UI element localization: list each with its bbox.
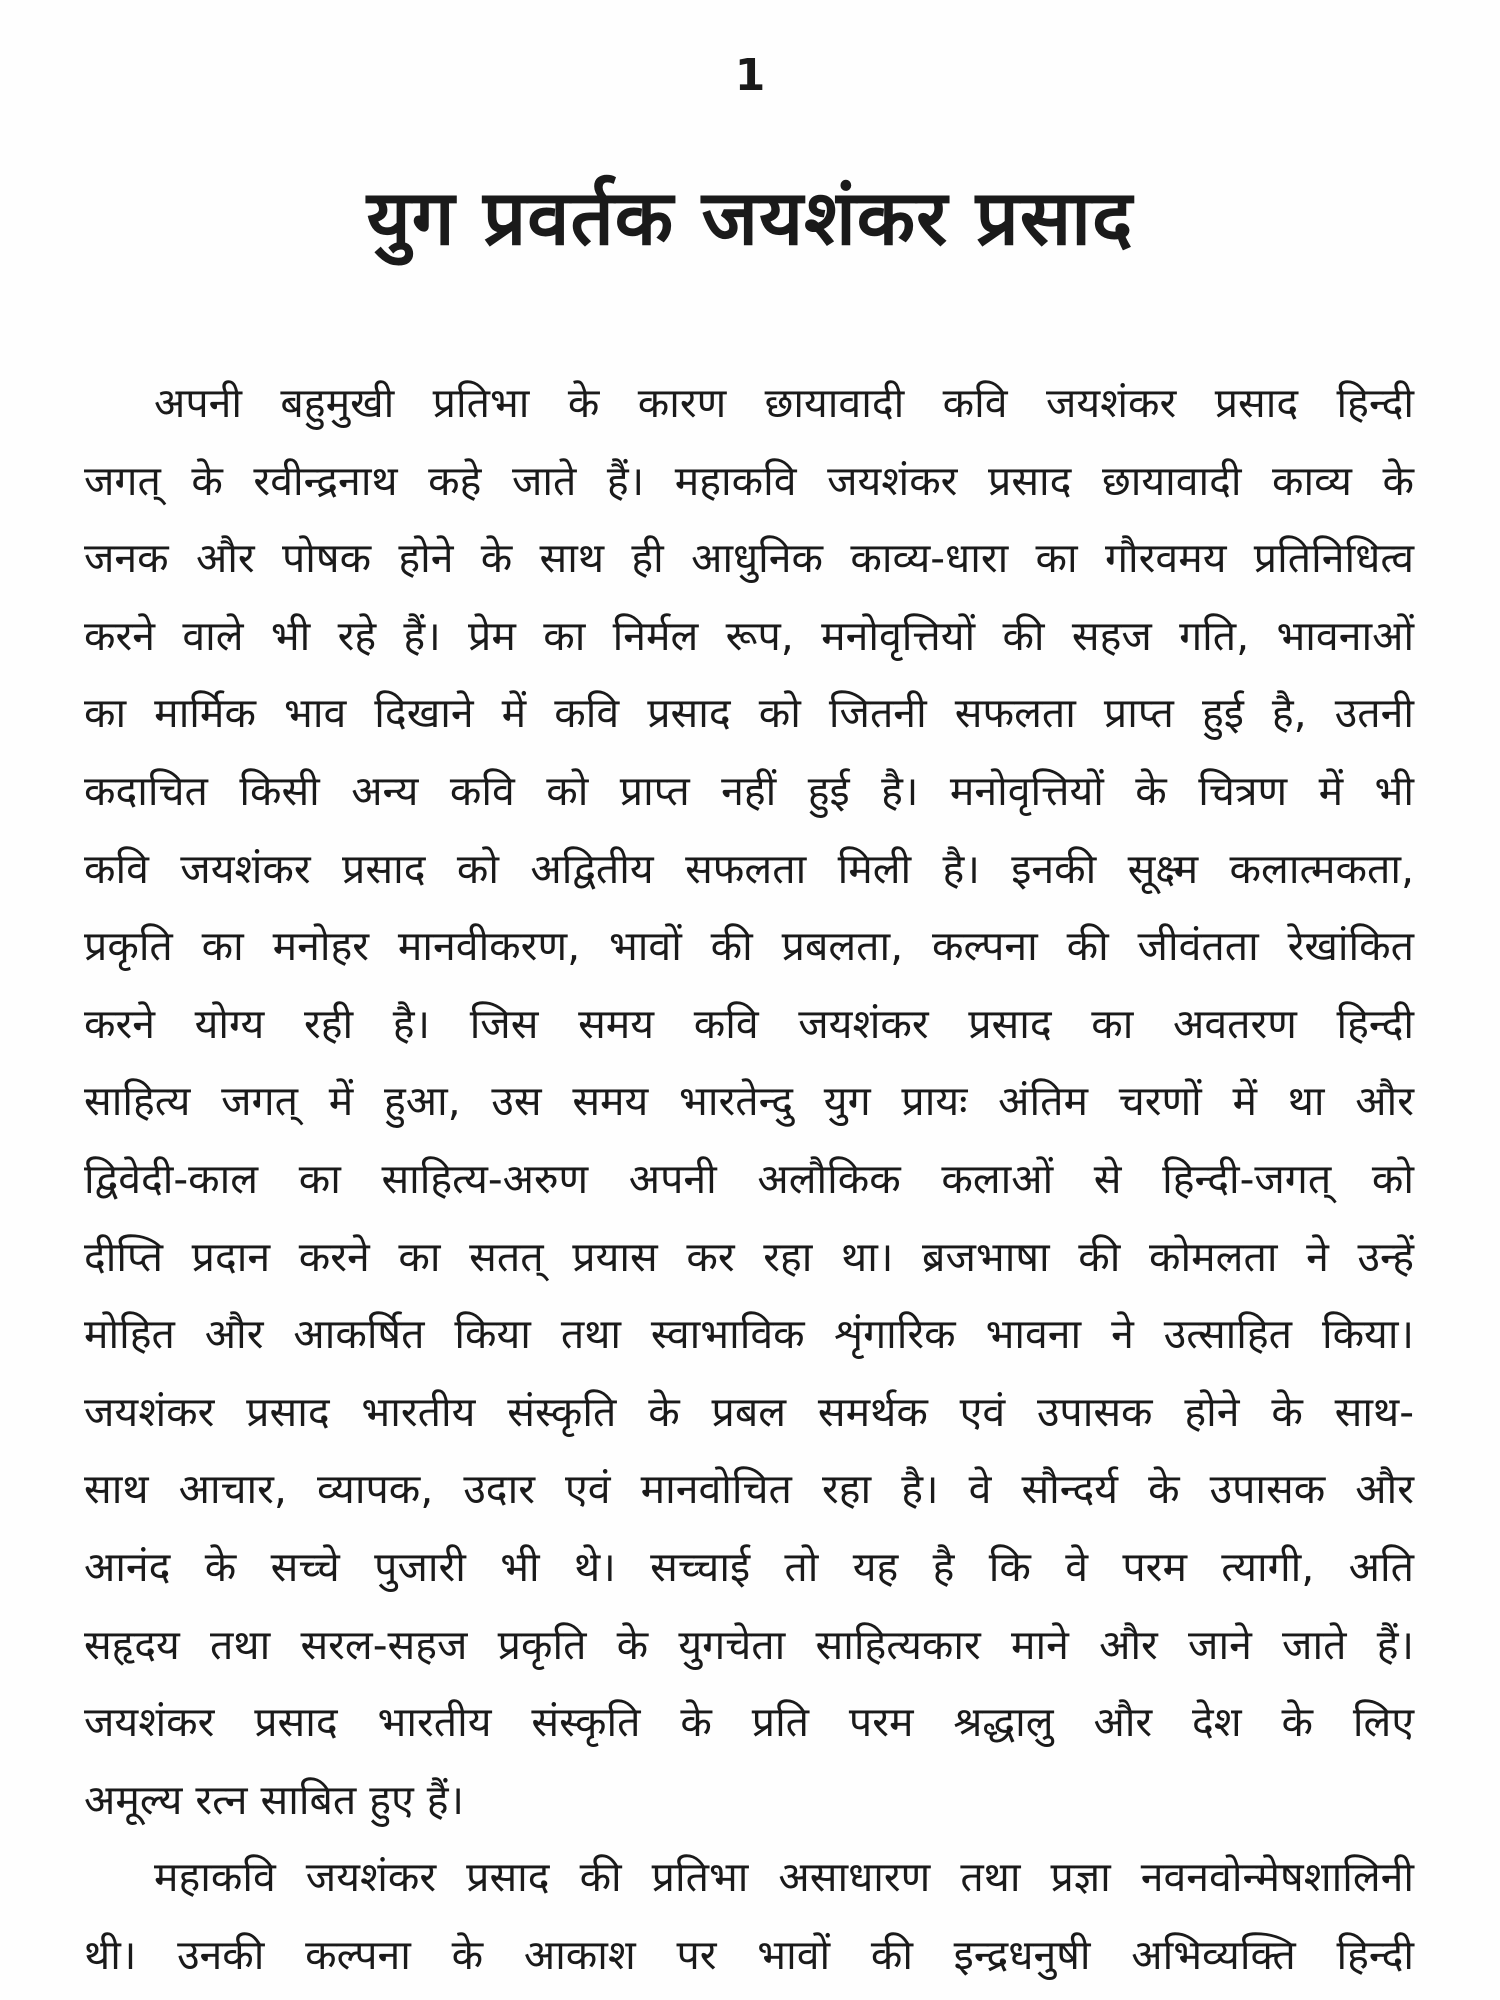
- paragraph-line: जयशंकर प्रसाद भारतीय संस्कृति के प्रति परम श्रद्धालु और देश के लिए: [84, 1698, 1414, 1747]
- chapter-title: युग प्रवर्तक जयशंकर प्रसाद: [366, 173, 1134, 262]
- paragraph-line: करने वाले भी रहे हैं। प्रेम का निर्मल रूप, मनोवृत्तियों की सहज गति, भावनाओं: [84, 611, 1414, 660]
- paragraph-line: कवि जयशंकर प्रसाद को अद्वितीय सफलता मिली है। इनकी सूक्ष्म कलात्मकता,: [84, 844, 1414, 893]
- paragraph-line: साहित्य जगत् में हुआ, उस समय भारतेन्दु युग प्रायः अंतिम चरणों में था और: [84, 1077, 1414, 1126]
- paragraph-line: मोहित और आकर्षित किया तथा स्वाभाविक शृंगारिक भावना ने उत्साहित किया।: [84, 1310, 1414, 1359]
- paragraph-line: महाकवि जयशंकर प्रसाद की प्रतिभा असाधारण तथा प्रज्ञा नवनवोन्मेषशालिनी: [154, 1853, 1414, 1902]
- paragraph-line: द्विवेदी-काल का साहित्य-अरुण अपनी अलौकिक कलाओं से हिन्दी-जगत् को: [84, 1154, 1414, 1203]
- paragraph-1: [84, 365, 1414, 1839]
- body-text: [84, 365, 1414, 1994]
- paragraph-line: सहृदय तथा सरल-सहज प्रकृति के युगचेता साहित्यकार माने और जाने जाते हैं।: [84, 1620, 1414, 1669]
- paragraph-line: जगत् के रवीन्द्रनाथ कहे जाते हैं। महाकवि जयशंकर प्रसाद छायावादी काव्य के: [84, 456, 1414, 505]
- paragraph-line: का मार्मिक भाव दिखाने में कवि प्रसाद को जितनी सफलता प्राप्त हुई है, उतनी: [84, 689, 1414, 738]
- paragraph-line: अपनी बहुमुखी प्रतिभा के कारण छायावादी कवि जयशंकर प्रसाद हिन्दी: [154, 379, 1414, 427]
- paragraph-line: जयशंकर प्रसाद भारतीय संस्कृति के प्रबल समर्थक एवं उपासक होने के साथ-: [84, 1387, 1414, 1436]
- paragraph-line: प्रकृति का मनोहर मानवीकरण, भावों की प्रबलता, कल्पना की जीवंतता रेखांकित: [84, 922, 1414, 971]
- paragraph-line: जनक और पोषक होने के साथ ही आधुनिक काव्य-धारा का गौरवमय प्रतिनिधित्व: [84, 534, 1414, 583]
- paragraph-line: करने योग्य रही है। जिस समय कवि जयशंकर प्रसाद का अवतरण हिन्दी: [84, 999, 1414, 1048]
- paragraph-line: थी। उनकी कल्पना के आकाश पर भावों की इन्द्रधनुषी अभिव्यक्ति हिन्दी: [84, 1930, 1414, 1979]
- paragraph-line: अमूल्य रत्न साबित हुए हैं।: [84, 1775, 465, 1824]
- paragraph-line: दीप्ति प्रदान करने का सतत् प्रयास कर रहा था। ब्रजभाषा की कोमलता ने उन्हें: [84, 1232, 1414, 1281]
- paragraph-2: [84, 1839, 1414, 1994]
- paragraph-line: आनंद के सच्चे पुजारी भी थे। सच्चाई तो यह है कि वे परम त्यागी, अति: [84, 1542, 1414, 1591]
- paragraph-line: कदाचित किसी अन्य कवि को प्राप्त नहीं हुई है। मनोवृत्तियों के चित्रण में भी: [84, 766, 1414, 815]
- page-number: 1: [734, 50, 766, 101]
- paragraph-line: साथ आचार, व्यापक, उदार एवं मानवोचित रहा है। वे सौन्दर्य के उपासक और: [84, 1465, 1414, 1514]
